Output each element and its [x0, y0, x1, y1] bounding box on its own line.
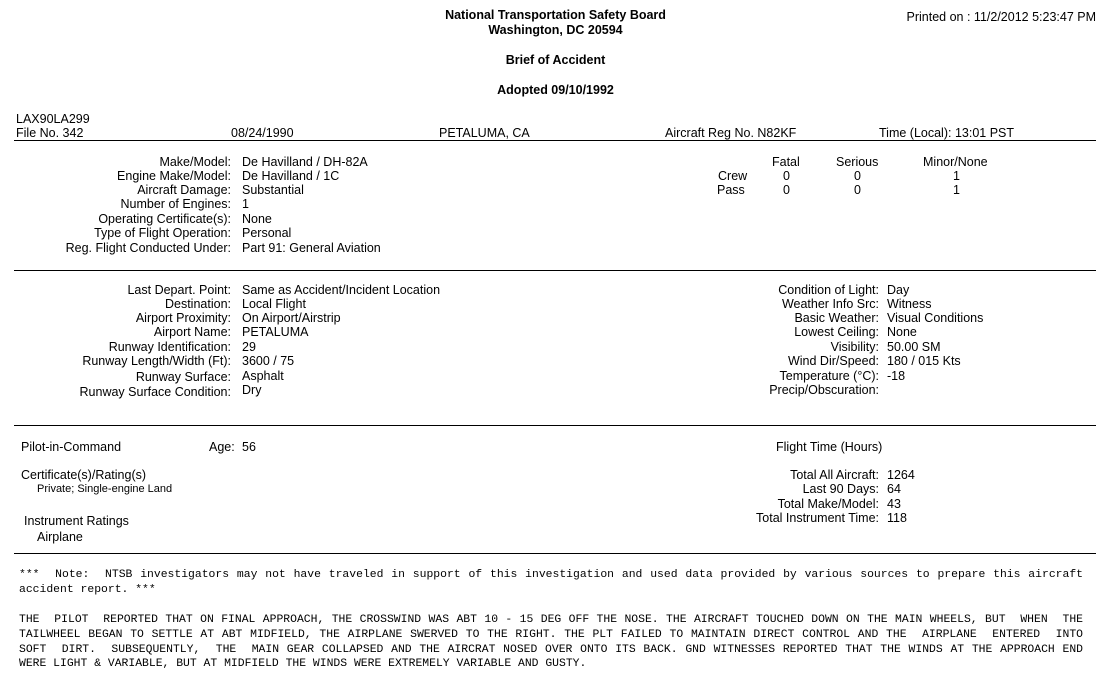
- proximity-label: Airport Proximity:: [135, 311, 231, 325]
- weather-src-label: Weather Info Src:: [781, 297, 879, 311]
- instrument-ratings-value: Airplane: [37, 530, 83, 544]
- agency-name: National Transportation Safety Board: [445, 8, 666, 22]
- total-aircraft-value: 1264: [887, 468, 915, 482]
- last-90-days-label: Last 90 Days:: [802, 482, 879, 496]
- flight-time-title: Flight Time (Hours): [776, 440, 883, 454]
- runway-id-label: Runway Identification:: [108, 340, 231, 354]
- age-label: Age:: [209, 440, 235, 454]
- crew-fatal: 0: [783, 169, 790, 183]
- age-value: 56: [242, 440, 256, 454]
- divider: [14, 553, 1096, 554]
- pass-minor: 1: [953, 183, 960, 197]
- certs-label: Certificate(s)/Rating(s): [21, 468, 147, 482]
- crew-serious: 0: [854, 169, 861, 183]
- wind-value: 180 / 015 Kts: [887, 354, 961, 368]
- precip-label: Precip/Obscuration:: [769, 383, 879, 397]
- total-make-model-label: Total Make/Model:: [777, 497, 879, 511]
- airport-value: PETALUMA: [242, 325, 309, 339]
- col-serious: Serious: [836, 155, 879, 169]
- runway-surface-label: Runway Surface:: [135, 370, 231, 384]
- document-title: Brief of Accident: [505, 53, 606, 67]
- damage-label: Aircraft Damage:: [137, 183, 231, 197]
- depart-label: Last Depart. Point:: [127, 283, 231, 297]
- surface-condition-label: Runway Surface Condition:: [79, 385, 231, 399]
- runway-surface-value: Asphalt: [242, 369, 284, 383]
- case-number: LAX90LA299: [16, 112, 90, 126]
- file-number: File No. 342: [16, 126, 84, 140]
- engines-value: 1: [242, 197, 249, 211]
- light-label: Condition of Light:: [778, 283, 879, 297]
- accident-location: PETALUMA, CA: [439, 126, 530, 140]
- runway-length-label: Runway Length/Width (Ft):: [82, 354, 231, 368]
- flight-op-label: Type of Flight Operation:: [94, 226, 231, 240]
- cert-value: None: [242, 212, 272, 226]
- reg-value: Part 91: General Aviation: [242, 241, 381, 255]
- make-model-value: De Havilland / DH-82A: [242, 155, 368, 169]
- visibility-label: Visibility:: [830, 340, 879, 354]
- cert-label: Operating Certificate(s):: [98, 212, 231, 226]
- temperature-label: Temperature (°C):: [779, 369, 879, 383]
- engine-label: Engine Make/Model:: [117, 169, 231, 183]
- divider: [14, 140, 1096, 141]
- airport-label: Airport Name:: [153, 325, 231, 339]
- accident-narrative: THE PILOT REPORTED THAT ON FINAL APPROACH, THE CROSSWIND WAS ABT 10 - 15 DEG OFF THE NOSE. THE AIRCRAFT TOUCHED DOWN ON THE MAIN WHEELS, BUT WHEN THE TAILWHEEL BEGAN TO SETTLE AT ABT MIDFIELD, THE AIRPLANE SWERVED TO THE RIGHT. THE PLT FAILED TO MAINTAIN DIRECT CONTROL AND THE AIRPLANE ENTERED INTO SOFT DIRT. SUBSEQUENTLY, THE MAIN GEAR COLLAPSED AND THE AIRCRAT NOSED OVER ONTO ITS BACK. GND WITNESSES REPORTED THAT THE WINDS AT THE APPROACH END WERE LIGHT & VARIABLE, BUT AT MIDFIELD THE WINDS WERE EXTREMELY VARIABLE AND GUSTY.: [19, 614, 1097, 671]
- flight-op-value: Personal: [242, 226, 292, 240]
- aircraft-reg: Aircraft Reg No. N82KF: [665, 126, 797, 140]
- ceiling-label: Lowest Ceiling:: [794, 325, 879, 339]
- ntsb-note: *** Note: NTSB investigators may not have traveled in support of this investigation and used data provided by various sources to prepare this aircraft accident report. ***: [19, 569, 1090, 596]
- certs-value: Private; Single-engine Land: [37, 483, 173, 495]
- basic-weather-value: Visual Conditions: [887, 311, 984, 325]
- damage-value: Substantial: [242, 183, 304, 197]
- divider: [14, 425, 1096, 426]
- last-90-days-value: 64: [887, 482, 901, 496]
- col-minor: Minor/None: [923, 155, 988, 169]
- crew-minor: 1: [953, 169, 960, 183]
- ceiling-value: None: [887, 325, 917, 339]
- runway-id-value: 29: [242, 340, 256, 354]
- reg-label: Reg. Flight Conducted Under:: [65, 241, 231, 255]
- accident-date: 08/24/1990: [231, 126, 294, 140]
- destination-value: Local Flight: [242, 297, 306, 311]
- pilot-title: Pilot-in-Command: [21, 440, 122, 454]
- visibility-value: 50.00 SM: [887, 340, 941, 354]
- basic-weather-label: Basic Weather:: [794, 311, 879, 325]
- pass-label: Pass: [717, 183, 745, 197]
- col-fatal: Fatal: [772, 155, 800, 169]
- pass-fatal: 0: [783, 183, 790, 197]
- light-value: Day: [887, 283, 910, 297]
- local-time: Time (Local): 13:01 PST: [879, 126, 1015, 140]
- engine-value: De Havilland / 1C: [242, 169, 340, 183]
- make-model-label: Make/Model:: [159, 155, 231, 169]
- crew-label: Crew: [718, 169, 748, 183]
- agency-city: Washington, DC 20594: [488, 23, 623, 37]
- printed-timestamp: Printed on : 11/2/2012 5:23:47 PM: [906, 10, 1096, 24]
- surface-condition-value: Dry: [242, 383, 262, 397]
- instrument-ratings-label: Instrument Ratings: [24, 514, 129, 528]
- adopted-date: Adopted 09/10/1992: [497, 83, 614, 97]
- runway-length-value: 3600 / 75: [242, 354, 295, 368]
- temperature-value: -18: [887, 369, 906, 383]
- instrument-time-label: Total Instrument Time:: [756, 511, 879, 525]
- wind-label: Wind Dir/Speed:: [787, 354, 879, 368]
- depart-value: Same as Accident/Incident Location: [242, 283, 441, 297]
- pass-serious: 0: [854, 183, 861, 197]
- total-aircraft-label: Total All Aircraft:: [790, 468, 879, 482]
- engines-label: Number of Engines:: [120, 197, 231, 211]
- total-make-model-value: 43: [887, 497, 901, 511]
- instrument-time-value: 118: [887, 511, 907, 525]
- proximity-value: On Airport/Airstrip: [242, 311, 341, 325]
- weather-src-value: Witness: [887, 297, 932, 311]
- destination-label: Destination:: [164, 297, 231, 311]
- divider: [14, 270, 1096, 271]
